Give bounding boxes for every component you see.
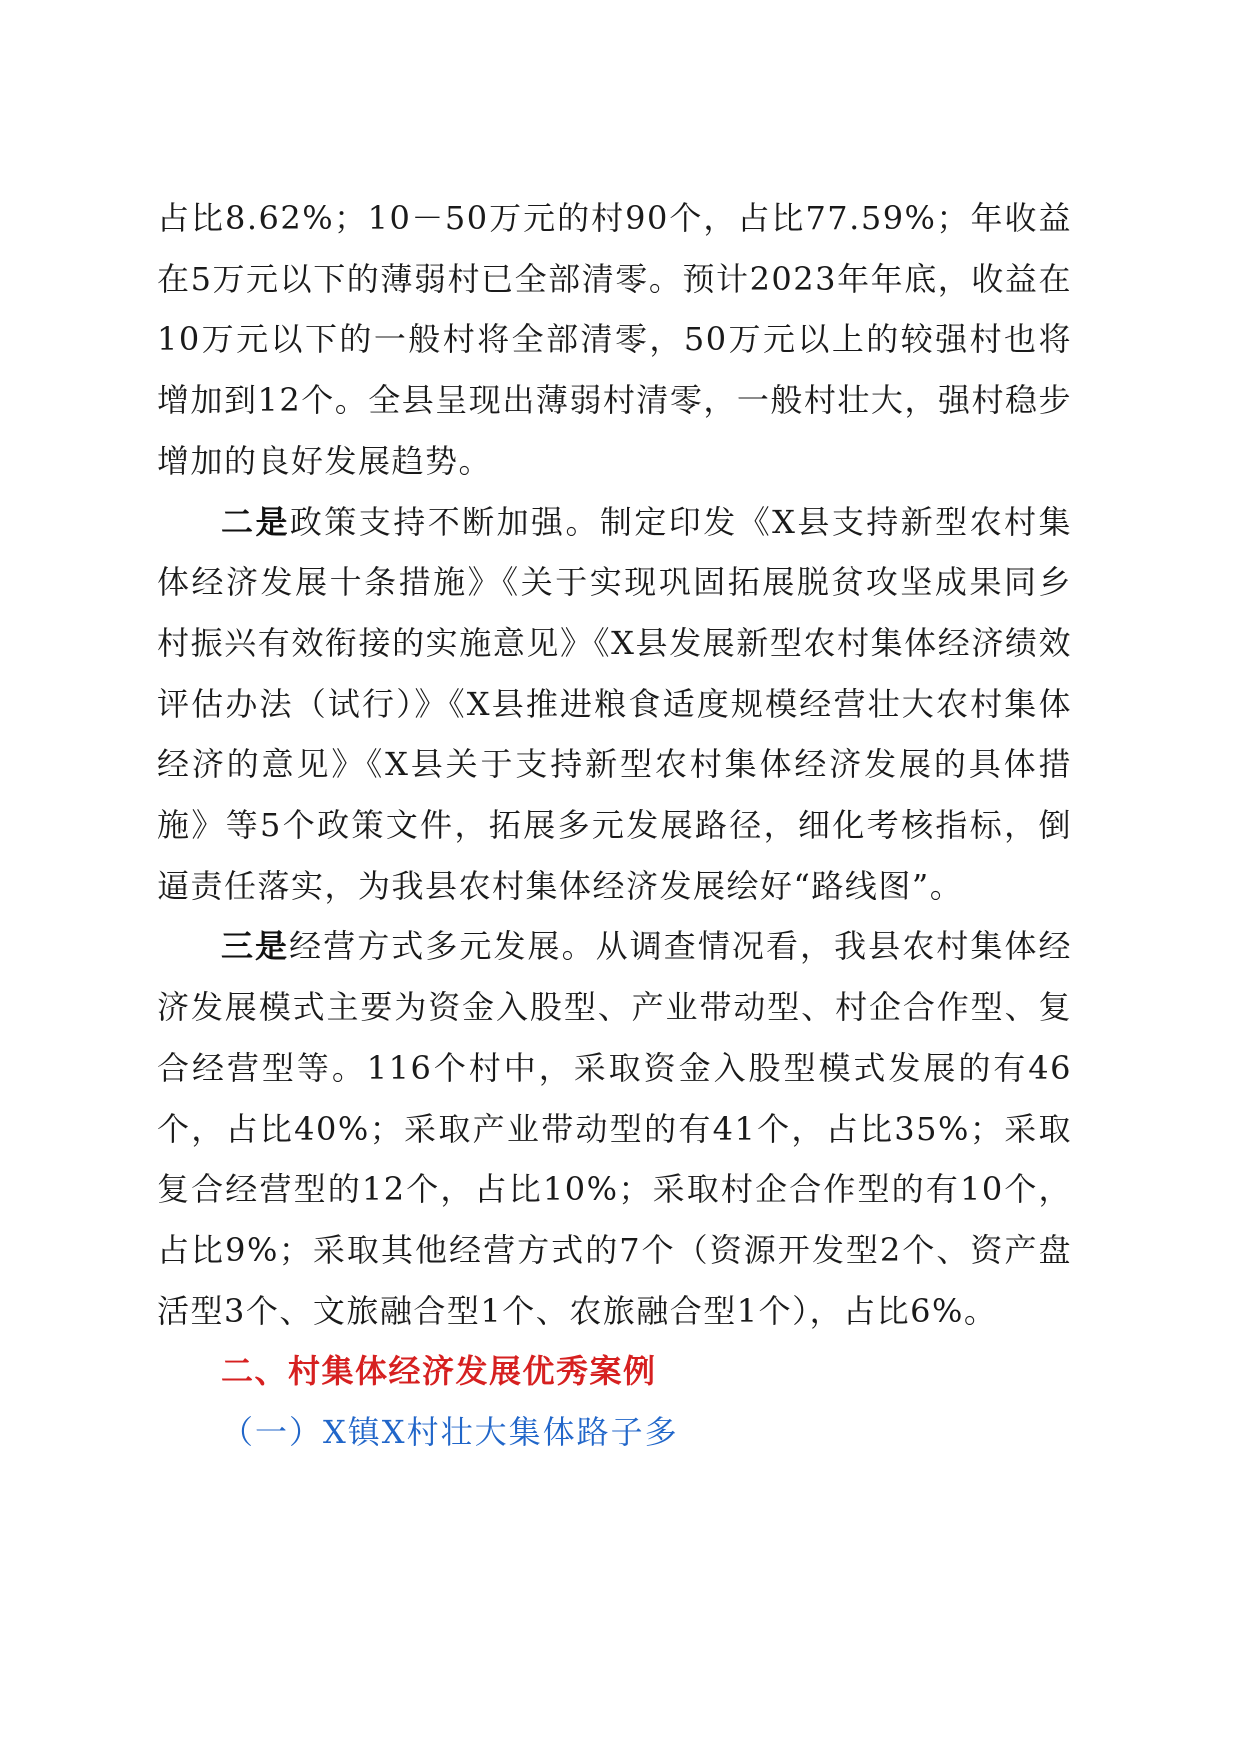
paragraph-lead: 三是 bbox=[221, 927, 290, 966]
paragraph-operation-modes bbox=[157, 916, 1072, 1341]
paragraph-policy-support bbox=[157, 492, 1072, 917]
subsection-heading: （一）X镇X村壮大集体路子多 bbox=[221, 1413, 679, 1452]
paragraph-village-income-stats bbox=[157, 188, 1072, 492]
paragraph-text: 占比8.62%；10－50万元的村90个，占比77.59%；年收益在5万元以下的薄弱村已全部清零。预计2023年年底，收益在10万元以下的一般村将全部清零，50万元以上的较强村也将增加到12个。全县呈现出薄弱村清零，一般村壮大，强村稳步增加的良好发展趋势。 bbox=[157, 199, 1072, 480]
paragraph-text: 经营方式多元发展。从调查情况看，我县农村集体经济发展模式主要为资金入股型、产业带动型、村企合作型、复合经营型等。116个村中，采取资金入股型模式发展的有46个，占比40%；采取产业带动型的有41个，占比35%；采取复合经营型的12个，占比10%；采取村企合作型的有10个，占比9%；采取其他经营方式的7个（资源开发型2个、资产盘活型3个、文旅融合型1个、农旅融合型1个），占比6%。 bbox=[157, 927, 1072, 1330]
section-heading: 二、村集体经济发展优秀案例 bbox=[221, 1352, 657, 1391]
document-body bbox=[157, 188, 1072, 1463]
paragraph-text: 政策支持不断加强。制定印发《X县支持新型农村集体经济发展十条措施》《关于实现巩固拓展脱贫攻坚成果同乡村振兴有效衔接的实施意见》《X县发展新型农村集体经济绩效评估办法（试行）》《X县推进粮食适度规模经营壮大农村集体经济的意见》《X县关于支持新型农村集体经济发展的具体措施》等5个政策文件，拓展多元发展路径，细化考核指标，倒逼责任落实，为我县农村集体经济发展绘好“路线图”。 bbox=[157, 502, 1072, 905]
paragraph-lead: 二是 bbox=[221, 502, 290, 541]
